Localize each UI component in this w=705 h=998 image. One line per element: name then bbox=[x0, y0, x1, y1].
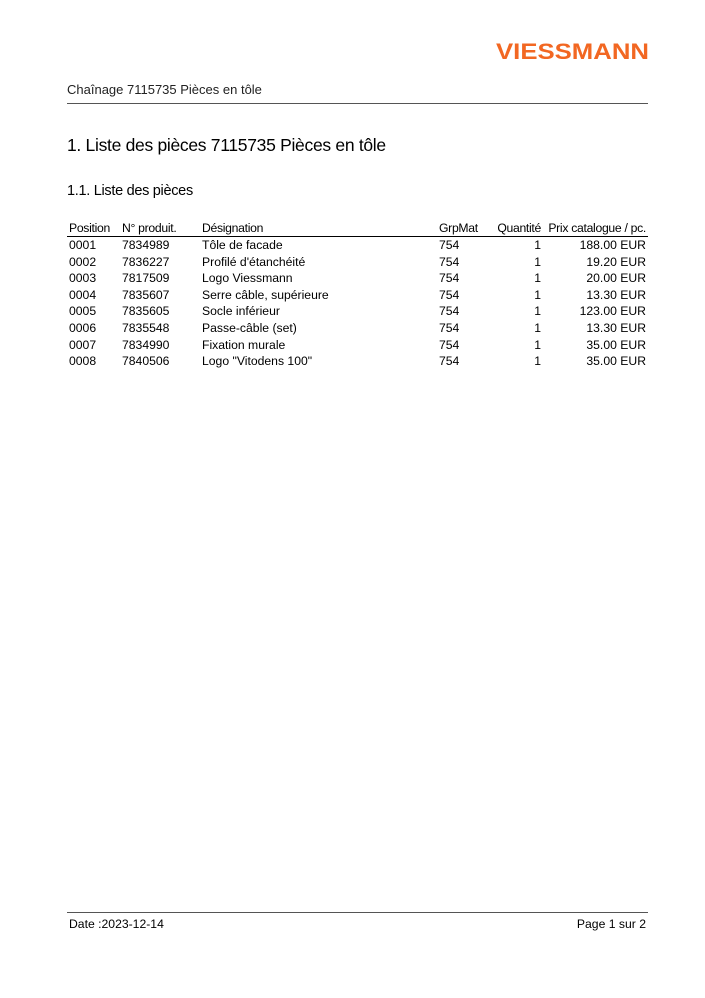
cell-price: 13.30 EUR bbox=[586, 287, 646, 302]
cell-product: 7836227 bbox=[122, 254, 170, 269]
header-title: Chaînage 7115735 Pièces en tôle bbox=[67, 82, 262, 97]
footer-date: Date :2023-12-14 bbox=[69, 917, 164, 931]
cell-product: 7835605 bbox=[122, 304, 170, 319]
cell-quantity: 1 bbox=[534, 304, 541, 319]
cell-product: 7834989 bbox=[122, 238, 170, 252]
cell-quantity: 1 bbox=[534, 287, 541, 302]
cell-position: 0004 bbox=[69, 287, 97, 302]
table-row bbox=[67, 320, 648, 337]
cell-quantity: 1 bbox=[534, 354, 541, 369]
cell-position: 0001 bbox=[69, 238, 97, 252]
table-row bbox=[67, 237, 648, 254]
col-position: Position bbox=[67, 220, 120, 237]
cell-designation: Logo "Vitodens 100" bbox=[202, 354, 313, 369]
cell-grpmat: 754 bbox=[439, 354, 460, 369]
cell-designation: Logo Viessmann bbox=[202, 271, 293, 286]
cell-grpmat: 754 bbox=[439, 254, 460, 269]
cell-quantity: 1 bbox=[534, 254, 541, 269]
cell-price: 188.00 EUR bbox=[579, 238, 646, 252]
cell-price: 123.00 EUR bbox=[579, 304, 646, 319]
cell-price: 35.00 EUR bbox=[586, 337, 646, 352]
cell-designation: Profilé d'étanchéité bbox=[202, 254, 306, 269]
cell-designation: Fixation murale bbox=[202, 337, 286, 352]
cell-grpmat: 754 bbox=[439, 287, 460, 302]
cell-position: 0003 bbox=[69, 271, 97, 286]
cell-quantity: 1 bbox=[534, 238, 541, 252]
cell-grpmat: 754 bbox=[439, 337, 460, 352]
cell-position: 0002 bbox=[69, 254, 97, 269]
col-product: N° produit. bbox=[120, 220, 200, 237]
col-price: Prix catalogue / pc. bbox=[543, 220, 648, 237]
footer-page-number: Page 1 sur 2 bbox=[576, 917, 646, 931]
cell-grpmat: 754 bbox=[439, 271, 460, 286]
table-row bbox=[67, 287, 648, 304]
col-grpmat: GrpMat bbox=[437, 220, 492, 237]
col-designation: Désignation bbox=[200, 220, 437, 237]
cell-grpmat: 754 bbox=[439, 304, 460, 319]
cell-product: 7835607 bbox=[122, 287, 170, 302]
cell-quantity: 1 bbox=[534, 271, 541, 286]
table-row bbox=[67, 270, 648, 287]
cell-position: 0005 bbox=[69, 304, 97, 319]
cell-price: 35.00 EUR bbox=[586, 354, 646, 369]
cell-position: 0006 bbox=[69, 320, 97, 335]
col-quantity: Quantité bbox=[492, 220, 543, 237]
table-row bbox=[67, 303, 648, 320]
cell-designation: Serre câble, supérieure bbox=[202, 287, 329, 302]
cell-product: 7840506 bbox=[122, 354, 170, 369]
cell-position: 0007 bbox=[69, 337, 97, 352]
cell-product: 7834990 bbox=[122, 337, 170, 352]
table-row bbox=[67, 254, 648, 271]
cell-designation: Passe-câble (set) bbox=[202, 320, 297, 335]
section-title: 1.1. Liste des pièces bbox=[67, 183, 193, 199]
parts-table bbox=[67, 220, 648, 370]
viessmann-logo bbox=[496, 34, 651, 70]
table-header-row bbox=[67, 220, 648, 237]
cell-grpmat: 754 bbox=[439, 238, 460, 252]
logo-text: VIESSMANN bbox=[496, 39, 649, 64]
cell-grpmat: 754 bbox=[439, 320, 460, 335]
cell-product: 7817509 bbox=[122, 271, 170, 286]
cell-price: 19.20 EUR bbox=[586, 254, 646, 269]
cell-price: 20.00 EUR bbox=[586, 271, 646, 286]
cell-designation: Tôle de facade bbox=[202, 238, 283, 252]
cell-position: 0008 bbox=[69, 354, 97, 369]
cell-product: 7835548 bbox=[122, 320, 170, 335]
cell-quantity: 1 bbox=[534, 337, 541, 352]
page-title: 1. Liste des pièces 7115735 Pièces en tôle bbox=[67, 135, 386, 155]
table-row bbox=[67, 353, 648, 370]
header-divider bbox=[67, 103, 648, 104]
cell-quantity: 1 bbox=[534, 320, 541, 335]
table-row bbox=[67, 337, 648, 354]
footer-divider bbox=[67, 912, 648, 913]
cell-designation: Socle inférieur bbox=[202, 304, 280, 319]
cell-price: 13.30 EUR bbox=[586, 320, 646, 335]
